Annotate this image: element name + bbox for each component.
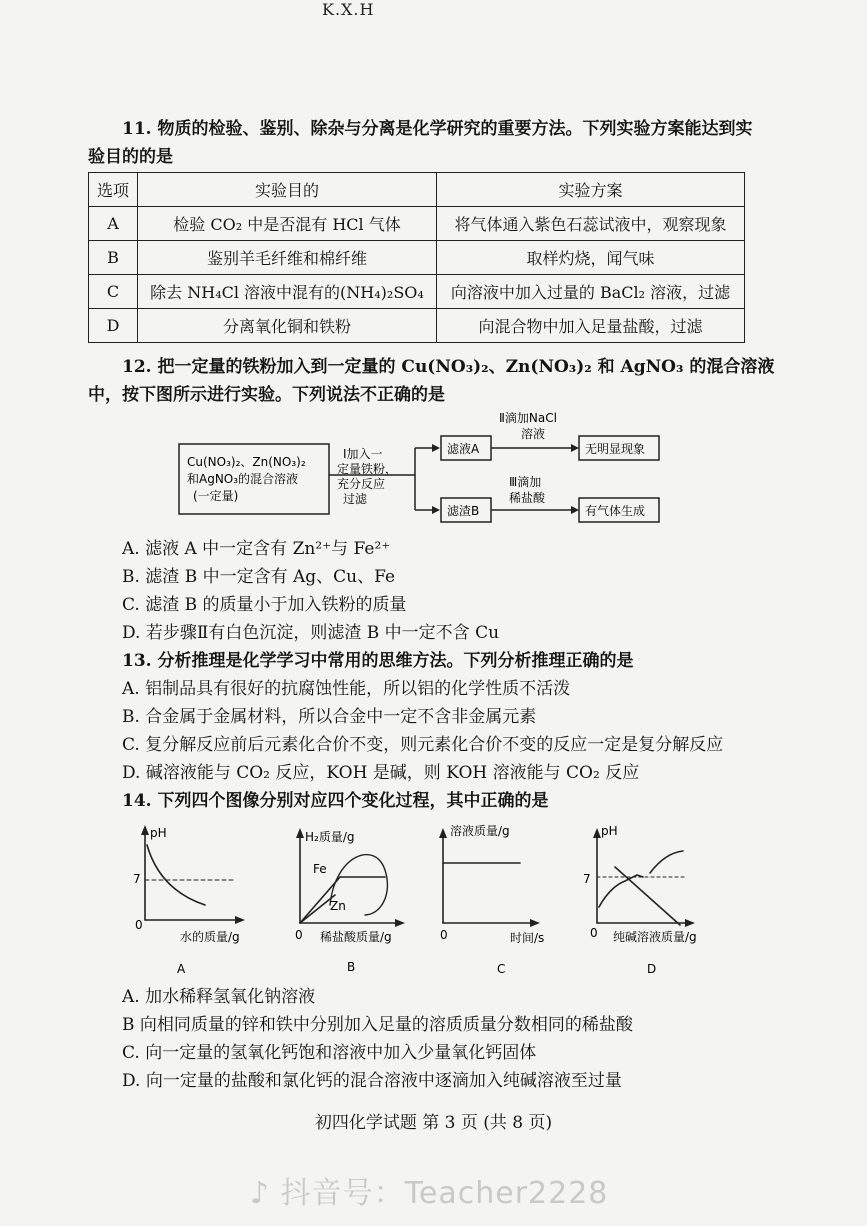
row-purpose: 分离氧化铜和铁粉	[138, 309, 437, 343]
step1-line1: Ⅰ加入一	[343, 447, 383, 461]
row-plan: 向溶液中加入过量的 BaCl₂ 溶液，过滤	[437, 275, 745, 309]
q14-graphs	[125, 815, 725, 985]
arrow-head	[141, 825, 149, 835]
graph-d-letter: D	[647, 962, 657, 976]
graph-b-letter: B	[347, 960, 356, 974]
q14-stem: 14. 下列四个图像分别对应四个变化过程，其中正确的是	[122, 791, 549, 811]
filtrate-label: 滤液A	[447, 442, 480, 456]
step2-line2: 溶液	[521, 427, 546, 441]
arrow-head	[593, 828, 601, 838]
q14-option-a: A. 加水稀释氢氧化钠溶液	[122, 987, 316, 1007]
graph-a-xlabel: 水的质量/g	[180, 930, 240, 944]
table-row	[89, 275, 745, 309]
step3-line1: Ⅲ滴加	[509, 475, 542, 489]
graph-d-seven: 7	[583, 872, 591, 886]
step2-line1: Ⅱ滴加NaCl	[499, 411, 557, 425]
q12-option-d: D. 若步骤Ⅱ有白色沉淀，则滤渣 B 中一定不含 Cu	[122, 623, 500, 643]
graph-b-fe: Fe	[313, 862, 327, 876]
graph-a	[133, 825, 245, 976]
residue-label: 滤渣B	[447, 504, 480, 518]
start-line2: 和AgNO₃的混合溶液	[187, 472, 299, 486]
arrow-head	[439, 828, 447, 838]
graph-c-ylabel: 溶液质量/g	[450, 824, 510, 838]
page-footer: 初四化学试题 第 3 页 (共 8 页)	[314, 1113, 553, 1133]
q12-flow-diagram	[175, 408, 675, 528]
row-purpose: 检验 CO₂ 中是否混有 HCl 气体	[138, 207, 437, 241]
header-option: 选项	[89, 173, 138, 207]
top-fragment: K.X.H	[322, 0, 375, 19]
arrow-head	[395, 919, 405, 927]
graph-a-ylabel: pH	[150, 826, 167, 840]
step1-line3: 充分反应	[337, 477, 386, 491]
arrow-head	[571, 444, 579, 452]
table-row	[89, 241, 745, 275]
q14-option-c: C. 向一定量的氢氧化钙饱和溶液中加入少量氧化钙固体	[122, 1043, 537, 1063]
graph-b-zn: Zn	[330, 899, 346, 913]
curve	[599, 875, 643, 907]
step1-line2: 定量铁粉，	[337, 462, 398, 476]
arrow-head	[571, 506, 579, 514]
row-option: B	[89, 241, 138, 275]
graph-b-ylabel: H₂质量/g	[305, 830, 355, 844]
q14-option-b: B 向相同质量的锌和铁中分别加入足量的溶质质量分数相同的稀盐酸	[122, 1015, 633, 1035]
table-row	[89, 207, 745, 241]
row-option: D	[89, 309, 138, 343]
graph-a-origin: 0	[135, 918, 143, 932]
header-purpose: 实验目的	[138, 173, 437, 207]
table-row	[89, 309, 745, 343]
q11-stem-line1: 11. 物质的检验、鉴别、除杂与分离是化学研究的重要方法。下列实验方案能达到实	[122, 119, 753, 139]
q13-option-c: C. 复分解反应前后元素化合价不变，则元素化合价不变的反应一定是复分解反应	[122, 735, 724, 755]
q13-option-b: B. 合金属于金属材料，所以合金中一定不含非金属元素	[122, 707, 537, 727]
graph-a-letter: A	[177, 962, 186, 976]
arrow-head	[530, 919, 540, 927]
q12-option-c: C. 滤渣 B 的质量小于加入铁粉的质量	[122, 595, 407, 615]
q13-stem: 13. 分析推理是化学学习中常用的思维方法。下列分析推理正确的是	[122, 651, 634, 671]
step1-line4: 过滤	[343, 492, 368, 506]
graph-b-xlabel: 稀盐酸质量/g	[320, 930, 392, 944]
q11-stem-line2: 验目的的是	[88, 147, 173, 167]
arrow-head	[685, 919, 695, 927]
row-purpose: 除去 NH₄Cl 溶液中混有的(NH₄)₂SO₄	[138, 275, 437, 309]
result2-label: 无明显现象	[585, 442, 646, 456]
graph-d-origin: 0	[590, 926, 598, 940]
table-header-row	[89, 173, 745, 207]
start-line1: Cu(NO₃)₂、Zn(NO₃)₂	[187, 455, 306, 469]
curve	[147, 845, 205, 905]
graph-c-xlabel: 时间/s	[510, 931, 545, 945]
watermark: ♪ 抖音号：Teacher2228	[250, 1176, 609, 1211]
pen-mark	[650, 851, 683, 873]
graph-c-letter: C	[497, 962, 506, 976]
graph-d-xlabel: 纯碱溶液质量/g	[613, 930, 697, 944]
arrow-head	[432, 506, 440, 514]
q12-stem-line1: 12. 把一定量的铁粉加入到一定量的 Cu(NO₃)₂、Zn(NO₃)₂ 和 AgNO₃ 的混合溶液	[122, 357, 775, 377]
graph-b-origin: 0	[295, 928, 303, 942]
row-option: C	[89, 275, 138, 309]
header-plan: 实验方案	[437, 173, 745, 207]
graph-c	[439, 823, 544, 976]
q12-option-a: A. 滤液 A 中一定含有 Zn²⁺与 Fe²⁺	[122, 539, 391, 559]
q14-option-d: D. 向一定量的盐酸和氯化钙的混合溶液中逐滴加入纯碱溶液至过量	[122, 1071, 622, 1091]
graph-d-ylabel: pH	[601, 824, 618, 838]
arrow-head	[235, 916, 245, 924]
row-option: A	[89, 207, 138, 241]
q13-option-a: A. 铝制品具有很好的抗腐蚀性能，所以铝的化学性质不活泼	[122, 679, 571, 699]
arrow-head	[296, 828, 304, 838]
slash-mark	[615, 867, 680, 925]
q13-option-d: D. 碱溶液能与 CO₂ 反应，KOH 是碱，则 KOH 溶液能与 CO₂ 反应	[122, 763, 640, 783]
result3-label: 有气体生成	[585, 504, 646, 518]
row-purpose: 鉴别羊毛纤维和棉纤维	[138, 241, 437, 275]
row-plan: 向混合物中加入足量盐酸，过滤	[437, 309, 745, 343]
graph-b	[295, 828, 405, 974]
arrow-head	[432, 444, 440, 452]
graph-a-seven: 7	[133, 872, 141, 886]
q11-table	[88, 172, 745, 343]
start-line3: (一定量)	[193, 489, 239, 503]
row-plan: 取样灼烧，闻气味	[437, 241, 745, 275]
graph-c-origin: 0	[440, 928, 448, 942]
row-plan: 将气体通入紫色石蕊试液中，观察现象	[437, 207, 745, 241]
q12-stem-line2: 中，按下图所示进行实验。下列说法不正确的是	[88, 385, 445, 405]
step3-line2: 稀盐酸	[509, 491, 546, 505]
graph-d	[583, 824, 697, 976]
q12-option-b: B. 滤渣 B 中一定含有 Ag、Cu、Fe	[122, 567, 396, 587]
